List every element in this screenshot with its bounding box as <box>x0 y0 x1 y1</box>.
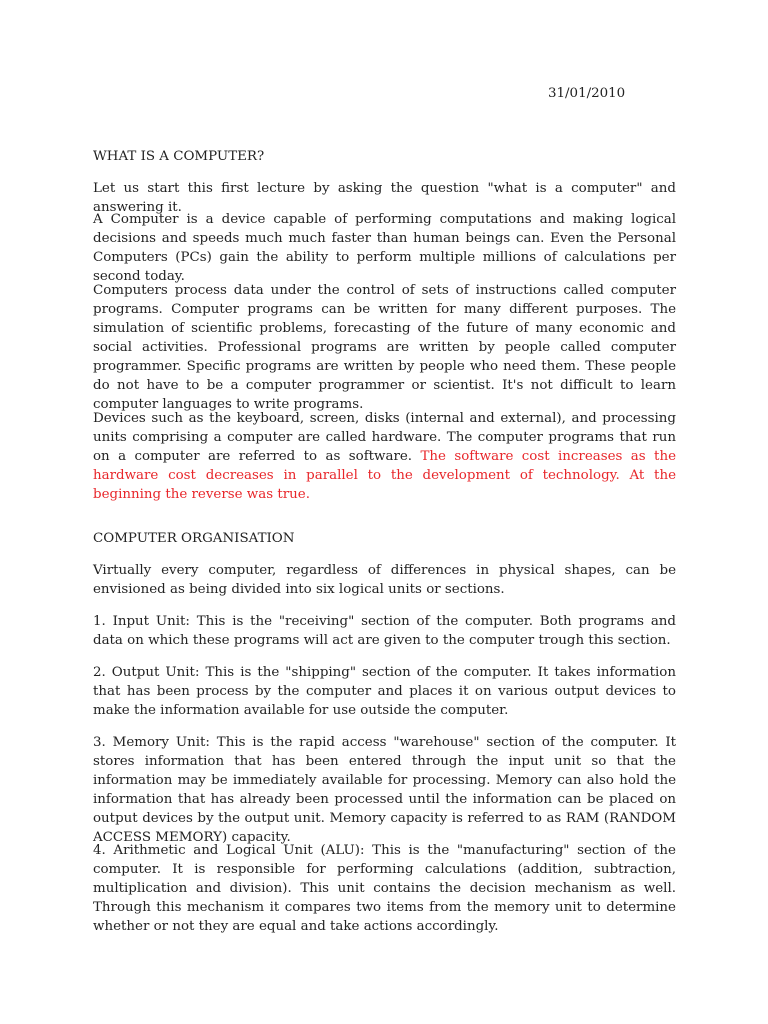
highlighted-software-cost-text: The software cost increases as the hardware cost decreases in parallel to the development of technology. At the beginning the reverse was true. <box>93 449 676 502</box>
paragraph-intro: Let us start this first lecture by asking the question "what is a computer" and answering it. <box>93 181 676 215</box>
hardware-software-text: Devices such as the keyboard, screen, disks (internal and external), and processing units comprising a computer are called hardware. The computer programs that run on a computer are referred to as software. <box>93 411 676 464</box>
paragraph-organisation-intro: Virtually every computer, regardless of differences in physical shapes, can be envisioned as being divided into six logical units or sections. <box>93 563 676 597</box>
list-item-output-unit: 2. Output Unit: This is the "shipping" section of the computer. It takes information that has been process by the computer and places it on various output devices to make the information available for use outside the computer. <box>93 665 676 718</box>
document-date: 31/01/2010 <box>548 86 626 101</box>
list-item-input-unit: 1. Input Unit: This is the "receiving" section of the computer. Both programs and data on which these programs will act are given to the computer trough this section. <box>93 614 676 648</box>
heading-computer-organisation: COMPUTER ORGANISATION <box>93 531 295 546</box>
list-item-memory-unit: 3. Memory Unit: This is the rapid access "warehouse" section of the computer. It stores information that has been entered through the input unit so that the information may be immediately available for processing. Memory can also hold the information that has already been processed until the information can be placed on output devices by the output unit. Memory capacity is referred to as RAM (RANDOM ACCESS MEMORY) capacity. <box>93 735 676 845</box>
paragraph-hardware-software <box>93 409 676 504</box>
paragraph-computer-definition: A Computer is a device capable of performing computations and making logical decisions and speeds much much faster than human beings can. Even the Personal Computers (PCs) gain the ability to perform multiple millions of calculations per second today. <box>93 212 676 284</box>
heading-what-is-a-computer: WHAT IS A COMPUTER? <box>93 149 265 164</box>
list-item-alu: 4. Arithmetic and Logical Unit (ALU): This is the "manufacturing" section of the computer. It is responsible for performing calculations (addition, subtraction, multiplication and division). This unit contains the decision mechanism as well. Through this mechanism it compares two items from the memory unit to determine whether or not they are equal and take actions accordingly. <box>93 843 676 934</box>
paragraph-computer-programs: Computers process data under the control of sets of instructions called computer programs. Computer programs can be written for many different purposes. The simulation of scientific problems, forecasting of the future of many economic and social activities. Professional programs are written by people called computer programmer. Specific programs are written by people who need them. These people do not have to be a computer programmer or scientist. It's not difficult to learn computer languages to write programs. <box>93 283 676 412</box>
